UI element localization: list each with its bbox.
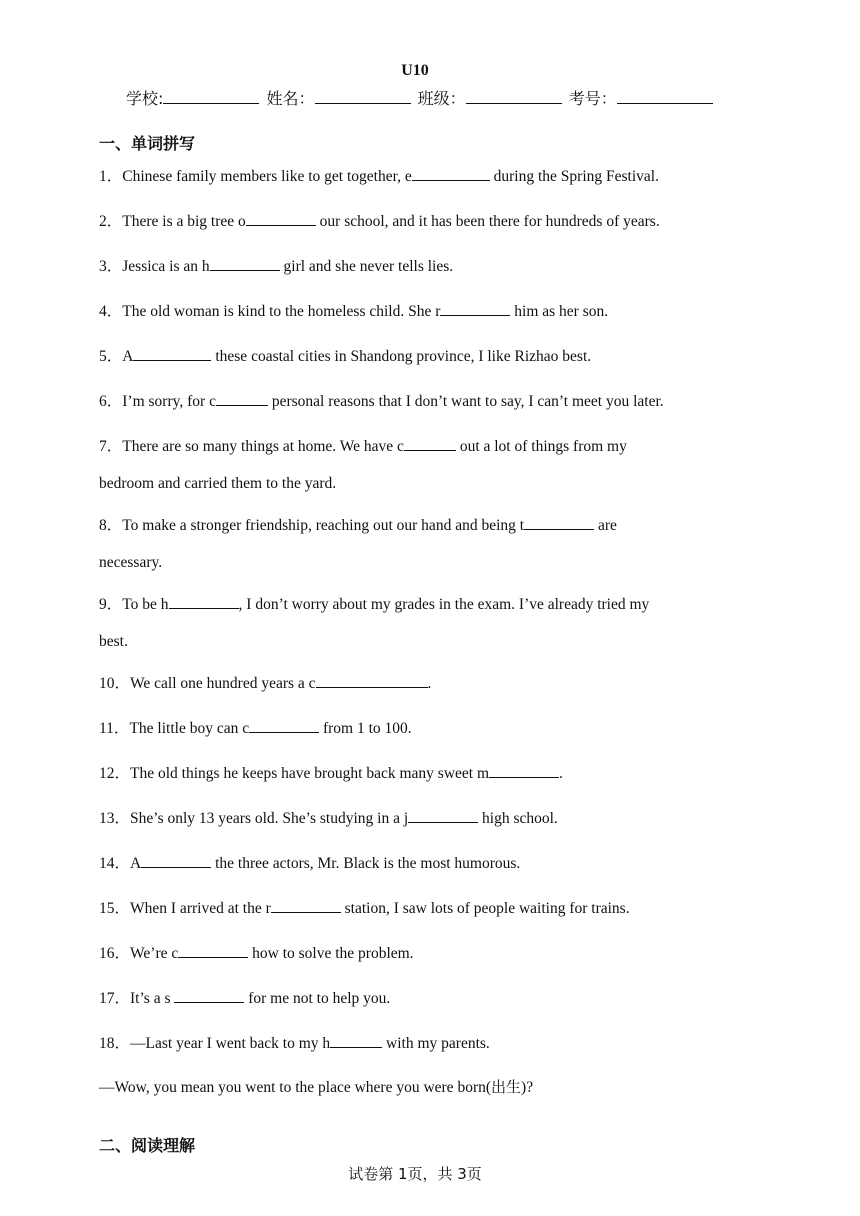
answer-blank[interactable] — [141, 852, 211, 868]
school-blank[interactable] — [163, 89, 259, 104]
answer-blank[interactable] — [412, 165, 490, 181]
question-text-after: the three actors, Mr. Black is the most humorous. — [211, 855, 521, 872]
question-13 — [99, 807, 558, 829]
question-11 — [99, 717, 412, 739]
answer-blank[interactable] — [169, 593, 239, 609]
answer-blank[interactable] — [210, 255, 280, 271]
question-number: 17． — [99, 990, 131, 1007]
question-text-after: are — [594, 517, 617, 534]
question-text: Chinese family members like to get together, e — [122, 168, 412, 185]
question-number: 12． — [99, 765, 131, 782]
question-number: 16． — [99, 945, 131, 962]
question-text-after: these coastal cities in Shandong province, I like Rizhao best. — [211, 348, 592, 365]
question-text-after: . — [427, 675, 432, 692]
question-text-after: girl and she never tells lies. — [279, 258, 454, 275]
section-heading-spelling: 一、单词拼写 — [99, 134, 196, 153]
question-text-after: our school, and it has been there for hundreds of years. — [315, 213, 660, 230]
answer-blank[interactable] — [524, 514, 594, 530]
answer-blank[interactable] — [408, 807, 478, 823]
question-1 — [99, 165, 659, 187]
answer-blank[interactable] — [246, 210, 316, 226]
question-number: 18． — [99, 1035, 131, 1052]
question-text-after: during the Spring Festival. — [489, 168, 659, 185]
question-3 — [99, 255, 453, 277]
class-label: 班级： — [417, 89, 466, 108]
question-text: There are so many things at home. We have c — [122, 438, 404, 455]
reply-text-end: )? — [521, 1079, 534, 1096]
school-label: 学校: — [126, 89, 164, 108]
question-4 — [99, 300, 608, 322]
question-8-continuation: necessary. — [99, 554, 163, 571]
question-text: The old woman is kind to the homeless child. She r — [122, 303, 441, 320]
exam-number-label: 考号： — [568, 89, 617, 108]
question-number: 6． — [99, 393, 123, 410]
question-number: 8． — [99, 517, 123, 534]
answer-blank[interactable] — [216, 390, 268, 406]
question-text: When I arrived at the r — [130, 900, 271, 917]
question-18-reply — [99, 1077, 533, 1098]
class-blank[interactable] — [466, 89, 562, 104]
question-6 — [99, 390, 664, 412]
answer-blank[interactable] — [133, 345, 211, 361]
section-heading-reading: 二、阅读理解 — [99, 1136, 196, 1155]
question-text: It’s a s — [130, 990, 175, 1007]
question-text: We call one hundred years a c — [130, 675, 316, 692]
exam-number-blank[interactable] — [617, 89, 713, 104]
question-text-after: for me not to help you. — [244, 990, 391, 1007]
question-14 — [99, 852, 520, 874]
question-number: 11． — [99, 720, 130, 737]
answer-blank[interactable] — [489, 762, 559, 778]
question-text-after: him as her son. — [510, 303, 609, 320]
question-text: To make a stronger friendship, reaching out our hand and being t — [122, 517, 525, 534]
answer-blank[interactable] — [404, 435, 456, 451]
question-text-after: how to solve the problem. — [248, 945, 414, 962]
question-7 — [99, 435, 627, 457]
question-text-after: station, I saw lots of people waiting for trains. — [340, 900, 630, 917]
question-text: The little boy can c — [129, 720, 250, 737]
answer-blank[interactable] — [440, 300, 510, 316]
student-info-line — [126, 86, 715, 109]
answer-blank[interactable] — [249, 717, 319, 733]
question-text-after: from 1 to 100. — [319, 720, 412, 737]
question-12 — [99, 762, 563, 784]
question-15 — [99, 897, 630, 919]
question-number: 1． — [99, 168, 123, 185]
name-blank[interactable] — [315, 89, 411, 104]
question-10 — [99, 672, 431, 694]
question-18 — [99, 1032, 490, 1054]
question-5 — [99, 345, 591, 367]
question-text: Jessica is an h — [122, 258, 210, 275]
question-text: A — [122, 348, 134, 365]
question-text: She’s only 13 years old. She’s studying in a j — [130, 810, 409, 827]
question-text: To be h — [122, 596, 169, 613]
question-number: 9． — [99, 596, 123, 613]
page-title: U10 — [401, 62, 429, 79]
answer-blank[interactable] — [316, 672, 428, 688]
page-footer: 试卷第 1页，共 3页 — [348, 1165, 482, 1183]
question-text: The old things he keeps have brought back many sweet m — [130, 765, 490, 782]
question-text-after: with my parents. — [382, 1035, 490, 1052]
name-label: 姓名： — [266, 89, 315, 108]
answer-blank[interactable] — [178, 942, 248, 958]
question-number: 15． — [99, 900, 131, 917]
answer-blank[interactable] — [174, 987, 244, 1003]
chinese-gloss: 出生 — [491, 1078, 522, 1096]
question-number: 14． — [99, 855, 131, 872]
question-text: —Last year I went back to my h — [130, 1035, 331, 1052]
question-number: 13． — [99, 810, 131, 827]
question-16 — [99, 942, 414, 964]
question-7-continuation: bedroom and carried them to the yard. — [99, 475, 337, 492]
reply-text: —Wow, you mean you went to the place where you were born( — [99, 1079, 492, 1096]
question-number: 10． — [99, 675, 131, 692]
question-number: 7． — [99, 438, 123, 455]
question-text-after: . — [559, 765, 563, 782]
question-text: We’re c — [130, 945, 179, 962]
question-text-after: , I don’t worry about my grades in the exam. I’ve already tried my — [238, 596, 650, 613]
question-number: 2． — [99, 213, 123, 230]
question-17 — [99, 987, 390, 1009]
answer-blank[interactable] — [330, 1032, 382, 1048]
question-9-continuation: best. — [99, 633, 128, 650]
question-2 — [99, 210, 660, 232]
question-9 — [99, 593, 649, 615]
question-text-after: out a lot of things from my — [455, 438, 627, 455]
question-text: A — [130, 855, 142, 872]
question-text-after: high school. — [478, 810, 558, 827]
answer-blank[interactable] — [271, 897, 341, 913]
question-text: I’m sorry, for c — [122, 393, 216, 410]
question-8 — [99, 514, 617, 536]
question-number: 5． — [99, 348, 123, 365]
question-number: 3． — [99, 258, 123, 275]
question-number: 4． — [99, 303, 123, 320]
question-text-after: personal reasons that I don’t want to say, I can’t meet you later. — [267, 393, 664, 410]
question-text: There is a big tree o — [122, 213, 246, 230]
